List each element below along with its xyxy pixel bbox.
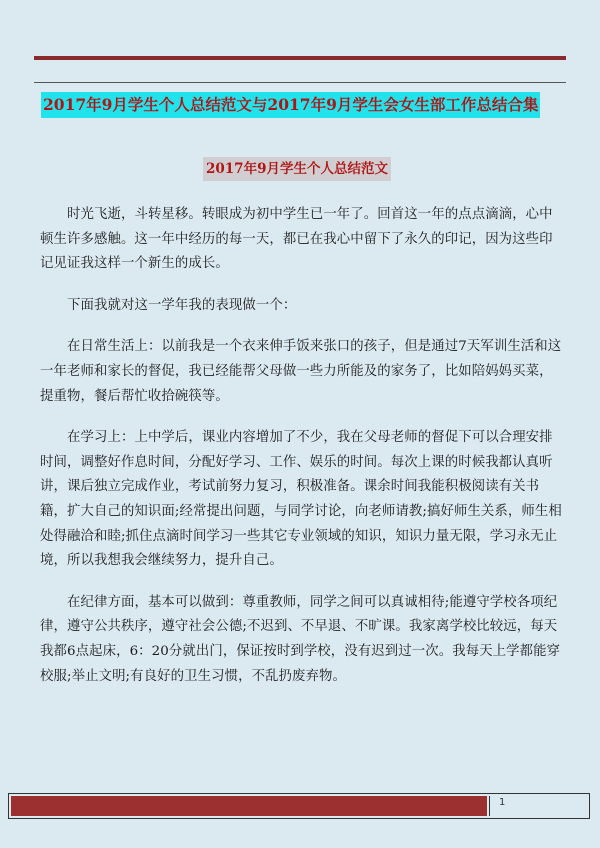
paragraph: 在学习上：上中学后，课业内容增加了不少，我在父母老师的督促下可以合理安排时间，调整好作息时间，分配好学习、工作、娱乐的时间。每次上课的时候我都认真听讲，课后独立完成作业，考试前努力复习，积极准备。课余时间我能积极阅读有关书籍，扩大自己的知识面;经常提出问题，与同学讨论，向老师请教;搞好师生关系，师生相处得融洽和睦;抓住点滴时间学习一些其它专业领域的知识，知识力量无限，学习永无止境，所以我想我会继续努力，提升自己。 (40, 430, 562, 569)
footer-accent-bar (11, 796, 487, 816)
document-title: 2017年9月学生个人总结范文与2017年9月学生会女生部工作总结合集 (41, 92, 540, 118)
header-rule-thick (34, 56, 566, 60)
page-number: 1 (499, 797, 506, 808)
body-text (40, 203, 562, 706)
paragraph: 在日常生活上：以前我是一个衣来伸手饭来张口的孩子，但是通过7天军训生活和这一年老师和家长的督促，我已经能帮父母做一些力所能及的家务了，比如陪妈妈买菜，提重物，餐后帮忙收拾碗筷等。 (40, 339, 562, 404)
header-rule-thin (34, 82, 566, 83)
footer-bar (8, 793, 590, 819)
footer-divider (489, 796, 490, 816)
paragraph: 在纪律方面，基本可以做到：尊重教师，同学之间可以真诚相待;能遵守学校各项纪律，遵守公共秩序，遵守社会公德;不迟到、不早退、不旷课。我家离学校比较远，每天我都6点起床，6：20分就出门，保证按时到学校，没有迟到过一次。我每天上学都能穿校服;举止文明;有良好的卫生习惯，不乱扔废弃物。 (40, 594, 561, 684)
paragraph: 时光飞逝，斗转星移。转眼成为初中学生已一年了。回首这一年的点点滴滴，心中顿生许多感触。这一年中经历的每一天，都已在我心中留下了永久的印记，因为这些印记见证我这样一个新生的成长。 (40, 207, 553, 272)
section-title: 2017年9月学生个人总结范文 (203, 157, 391, 181)
paragraph: 下面我就对这一学年我的表现做一个： (67, 297, 297, 313)
